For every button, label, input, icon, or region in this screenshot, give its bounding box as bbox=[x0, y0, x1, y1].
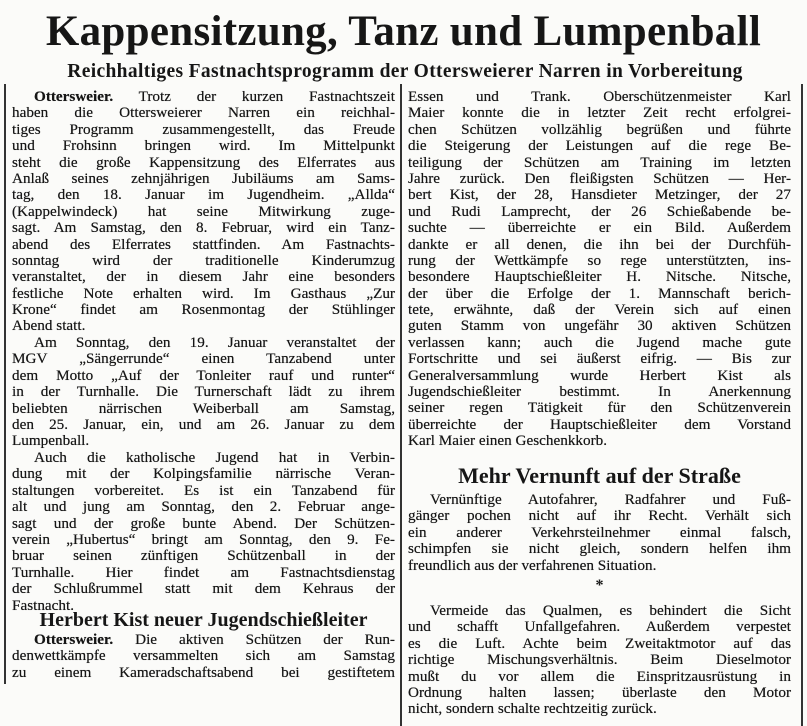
text-line: gänger pochen nicht auf ihr Recht. Verhält sich bbox=[408, 507, 791, 525]
subheadline: Reichhaltiges Fastnachtsprogramm der Ottersweierer Narren in Vorbereitung bbox=[67, 61, 743, 82]
text-line: den 25. Januar, ein, und am 26. Januar zu dem bbox=[12, 415, 395, 433]
dateline: Ottersweier. bbox=[34, 631, 114, 648]
text-line: sagt. Am Samstag, den 8. Februar, wird ein Tanz- bbox=[12, 219, 395, 237]
right-border-rule bbox=[801, 84, 803, 726]
text-line: verein „Hubertus“ bringt am Sonntag, den 9. Fe- bbox=[12, 530, 395, 548]
text-line: schimpfen sie nicht gleich, sondern helfen ihm bbox=[408, 540, 791, 558]
text-line: sonntag wird der traditionelle Kinderumzug bbox=[12, 251, 395, 269]
text-line: freundlich aus der verfahrenen Situation. bbox=[408, 556, 657, 574]
text-line: Krone“ findet am Rosenmontag der Stühlinger bbox=[12, 301, 395, 319]
text-line: Maier konnte die in letzter Zeit recht erfolgrei- bbox=[408, 104, 791, 122]
text-line: dem Motto „Auf der Tonleiter rauf und runter“ bbox=[12, 366, 395, 384]
text-line: haben die Ottersweierer Narren ein reichhal- bbox=[12, 104, 395, 122]
sidebar-headline: Mehr Vernunft auf der Straße bbox=[458, 463, 741, 488]
text-line: tiges Programm zusammengestellt, das Freude bbox=[12, 120, 395, 138]
text-line: veranstaltet, der in diesem Jahr eine besonders bbox=[12, 268, 395, 286]
text-line: der über die Erfolge der 1. Mannschaft berich- bbox=[408, 284, 791, 302]
text-line: rung der Wettkämpfe so rege unterstützten, ins- bbox=[408, 251, 791, 269]
text-line: Turnhalle. Hier findet am Fastnachtsdienstag bbox=[12, 563, 395, 581]
text-line: Jugendschießleiter bestimmt. In Anerkennung bbox=[408, 383, 791, 401]
text-line: und Frohsinn bringen wird. Im Mittelpunkt bbox=[12, 137, 395, 155]
section-heading: Herbert Kist neuer Jugendschießleiter bbox=[39, 609, 368, 631]
paragraph bbox=[12, 450, 395, 614]
text-line: Ottersweier. Trotz der kurzen Fastnachtszeit bbox=[34, 88, 395, 105]
text-line: verlassen kann; auch die Jugend mache gute bbox=[408, 333, 791, 351]
text-line: Auch die katholische Jugend hat in Verbin- bbox=[34, 449, 395, 466]
text-line: überreichte der Hauptschießleiter dem Vorstand bbox=[408, 415, 791, 433]
text-line: dankte er all denen, die ihn bei der Durchfüh- bbox=[408, 235, 791, 253]
text-line: der Schlußrummel statt mit dem Kehraus der bbox=[12, 580, 395, 598]
text-line: guten Stamm von ungefähr 30 aktiven Schützen bbox=[408, 317, 791, 335]
text-line: steht die große Kappensitzung des Elferrates aus bbox=[12, 153, 395, 171]
text-line: festliche Note erhalten wird. Im Gasthaus „Zur bbox=[12, 284, 395, 302]
paragraph bbox=[408, 89, 791, 450]
text-line: besondere Hauptschießleiter H. Nitsche. Nitsche, bbox=[408, 268, 791, 286]
text-line: und schafft Unfallgefahren. Außerdem verpestet bbox=[408, 618, 791, 636]
text-line: beliebten närrischen Weiberball am Samstag, bbox=[12, 399, 395, 417]
column-divider bbox=[400, 84, 402, 726]
text-line: tag, den 18. Januar im Jugendheim. „Allda“ bbox=[12, 186, 395, 204]
text-line: ein anderer Verkehrsteilnehmer einmal falsch, bbox=[408, 523, 791, 541]
dateline: Ottersweier. bbox=[34, 88, 114, 105]
text-line: sagt und der große bunte Abend. Der Schützen- bbox=[12, 514, 395, 532]
text-line: Vernünftige Autofahrer, Radfahrer und Fuß- bbox=[430, 491, 791, 508]
text-line: dung mit der Kolpingsfamilie närrische Veran- bbox=[12, 465, 395, 483]
text-line: Ordnung halten lassen; überlaste den Motor bbox=[408, 683, 791, 701]
left-border-rule bbox=[4, 84, 6, 684]
text-line: es die Luft. Achte beim Zweitaktmotor auf das bbox=[408, 634, 791, 652]
text-line: (Kappelwindeck) hat seine Mitwirkung zuge- bbox=[12, 202, 395, 220]
paragraph bbox=[408, 492, 791, 574]
text-line: staltungen vorbereitet. Es ist ein Tanzabend für bbox=[12, 481, 395, 499]
text-line: bert Kist, der 28, Hansdieter Metzinger, der 27 bbox=[408, 186, 791, 204]
text-line: Vermeide das Qualmen, es behindert die Sicht bbox=[430, 602, 791, 619]
text-line: Am Sonntag, den 19. Januar veranstaltet der bbox=[34, 334, 395, 351]
text-line: Ottersweier. Die aktiven Schützen der Run- bbox=[34, 631, 395, 648]
text-line: nicht, sondern schalte rechtzeitig zurück. bbox=[408, 700, 657, 718]
headline: Kappensitzung, Tanz und Lumpenball bbox=[45, 8, 762, 55]
text-line: mußt du vor allem die Einspritzausrüstung in bbox=[408, 667, 791, 685]
text-line: Generalversammlung wurde Herbert Kist als bbox=[408, 366, 791, 384]
text-line: seiner regen Tätigkeit für den Schützenverein bbox=[408, 399, 791, 417]
text-line: abend des Elferrates stattfinden. Am Fastnachts- bbox=[12, 235, 395, 253]
separator-star: * bbox=[595, 577, 604, 594]
text-line: MGV „Sängerrunde“ einen Tanzabend unter bbox=[12, 350, 395, 368]
text-line: richtige Mischungsverhältnis. Beim Dieselmotor bbox=[408, 651, 791, 669]
text-line: Lumpenball. bbox=[12, 432, 90, 450]
text-line: bruar seinen zünftigen Schützenball in der bbox=[12, 547, 395, 565]
text-line: Jahre zurück. Den fleißigsten Schützen — Her- bbox=[408, 169, 791, 187]
text-line: denwettkämpfe versammelten sich am Samstag bbox=[12, 647, 395, 665]
text-line: die Steigerung der Leistungen auf die rege Be- bbox=[408, 137, 791, 155]
text-line: Karl Maier einen Geschenkkorb. bbox=[408, 432, 608, 450]
paragraph bbox=[12, 632, 395, 681]
text-line: Anlaß seines zehnjährigen Jubiläums am Sams- bbox=[12, 169, 395, 187]
paragraph bbox=[12, 89, 395, 335]
text-line: Fortschritte und sei äußerst eifrig. — Bis zur bbox=[408, 350, 791, 368]
paragraph bbox=[12, 335, 395, 450]
text-line: chen Schützen vollzählig begrüßen und führte bbox=[408, 120, 791, 138]
text-line: Essen und Trank. Oberschützenmeister Karl bbox=[408, 88, 791, 105]
text-line: Fastnacht. bbox=[12, 596, 75, 614]
text-line: tete, erwähnte, daß der Verein sich auf einen bbox=[408, 301, 791, 319]
text-line: teiligung der Schützen am Training im letzten bbox=[408, 153, 791, 171]
text-line: zu einem Kameradschaftsabend bei gestiftetem bbox=[12, 663, 395, 681]
paragraph bbox=[408, 603, 791, 718]
text-line: suchte — überreichte er ein Bild. Außerdem bbox=[408, 219, 791, 237]
text-line: und Rudi Lamprecht, der 26 Schießabende be- bbox=[408, 202, 791, 220]
text-line: alt und jung am Sonntag, den 2. Februar ange- bbox=[12, 498, 395, 516]
text-line: in der Turnhalle. Die Turnerschaft lädt zu ihrem bbox=[12, 383, 395, 401]
text-line: Abend statt. bbox=[12, 317, 86, 335]
